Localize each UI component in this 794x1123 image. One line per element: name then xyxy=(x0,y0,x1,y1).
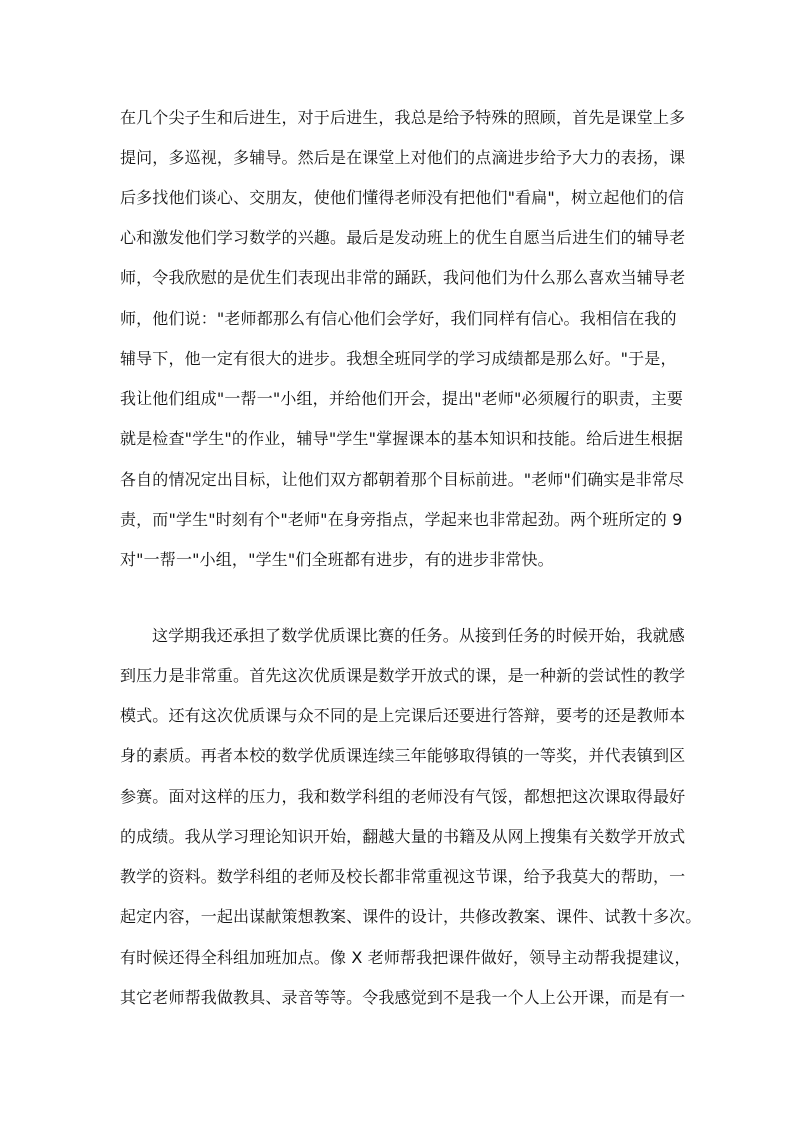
paragraph-line: 师，他们说："老师都那么有信心他们会学好，我们同样有信心。我相信在我的 xyxy=(120,309,677,328)
paragraph-line: 其它老师帮我做教具、录音等等。令我感觉到不是我一个人上公开课，而是有一 xyxy=(120,988,686,1007)
paragraph-line: 对"一帮一"小组，"学生"们全班都有进步，有的进步非常快。 xyxy=(120,550,554,569)
paragraph-line: 我让他们组成"一帮一"小组，并给他们开会，提出"老师"必须履行的职责，主要 xyxy=(120,389,683,408)
paragraph-line: 教学的资料。数学科组的老师及校长都非常重视这节课，给予我莫大的帮助，一 xyxy=(120,867,686,886)
paragraph-line: 身的素质。再者本校的数学优质课连续三年能够取得镇的一等奖，并代表镇到区 xyxy=(120,746,686,765)
paragraph-line: 心和激发他们学习数学的兴趣。最后是发动班上的优生自愿当后进生们的辅导老 xyxy=(120,228,686,247)
paragraph-line: 到压力是非常重。首先这次优质课是数学开放式的课，是一种新的尝试性的教学 xyxy=(120,666,686,685)
paragraph-line: 各自的情况定出目标，让他们双方都朝着那个目标前进。"老师"们确实是非常尽 xyxy=(120,470,685,489)
paragraph-line: 起定内容，一起出谋献策想教案、课件的设计，共修改教案、课件、试教十多次。 xyxy=(120,907,702,926)
paragraph-line: 责，而"学生"时刻有个"老师"在身旁指点，学起来也非常起劲。两个班所定的 9 xyxy=(120,510,683,529)
paragraph-line: 提问，多巡视，多辅导。然后是在课堂上对他们的点滴进步给予大力的表扬，课 xyxy=(120,148,686,167)
paragraph-line: 的成绩。我从学习理论知识开始，翻越大量的书籍及从网上搜集有关数学开放式 xyxy=(120,827,686,846)
paragraph-line: 有时候还得全科组加班加点。像 X 老师帮我把课件做好，领导主动帮我提建议， xyxy=(120,948,691,967)
paragraph-line: 在几个尖子生和后进生，对于后进生，我总是给予特殊的照顾，首先是课堂上多 xyxy=(120,108,686,127)
paragraph-line: 辅导下，他一定有很大的进步。我想全班同学的学习成绩都是那么好。"于是， xyxy=(120,349,677,368)
paragraph-line: 就是检查"学生"的作业，辅导"学生"掌握课本的基本知识和技能。给后进生根据 xyxy=(120,429,683,448)
paragraph-line: 师，令我欣慰的是优生们表现出非常的踊跃，我问他们为什么那么喜欢当辅导老 xyxy=(120,268,686,287)
paragraph-line: 后多找他们谈心、交朋友，使他们懂得老师没有把他们"看扁"，树立起他们的信 xyxy=(120,188,685,207)
paragraph-line: 模式。还有这次优质课与众不同的是上完课后还要进行答辩，要考的还是教师本 xyxy=(120,706,686,725)
paragraph-line: 这学期我还承担了数学优质课比赛的任务。从接到任务的时候开始，我就感 xyxy=(152,626,685,645)
paragraph-line: 参赛。面对这样的压力，我和数学科组的老师没有气馁，都想把这次课取得最好 xyxy=(120,787,686,806)
